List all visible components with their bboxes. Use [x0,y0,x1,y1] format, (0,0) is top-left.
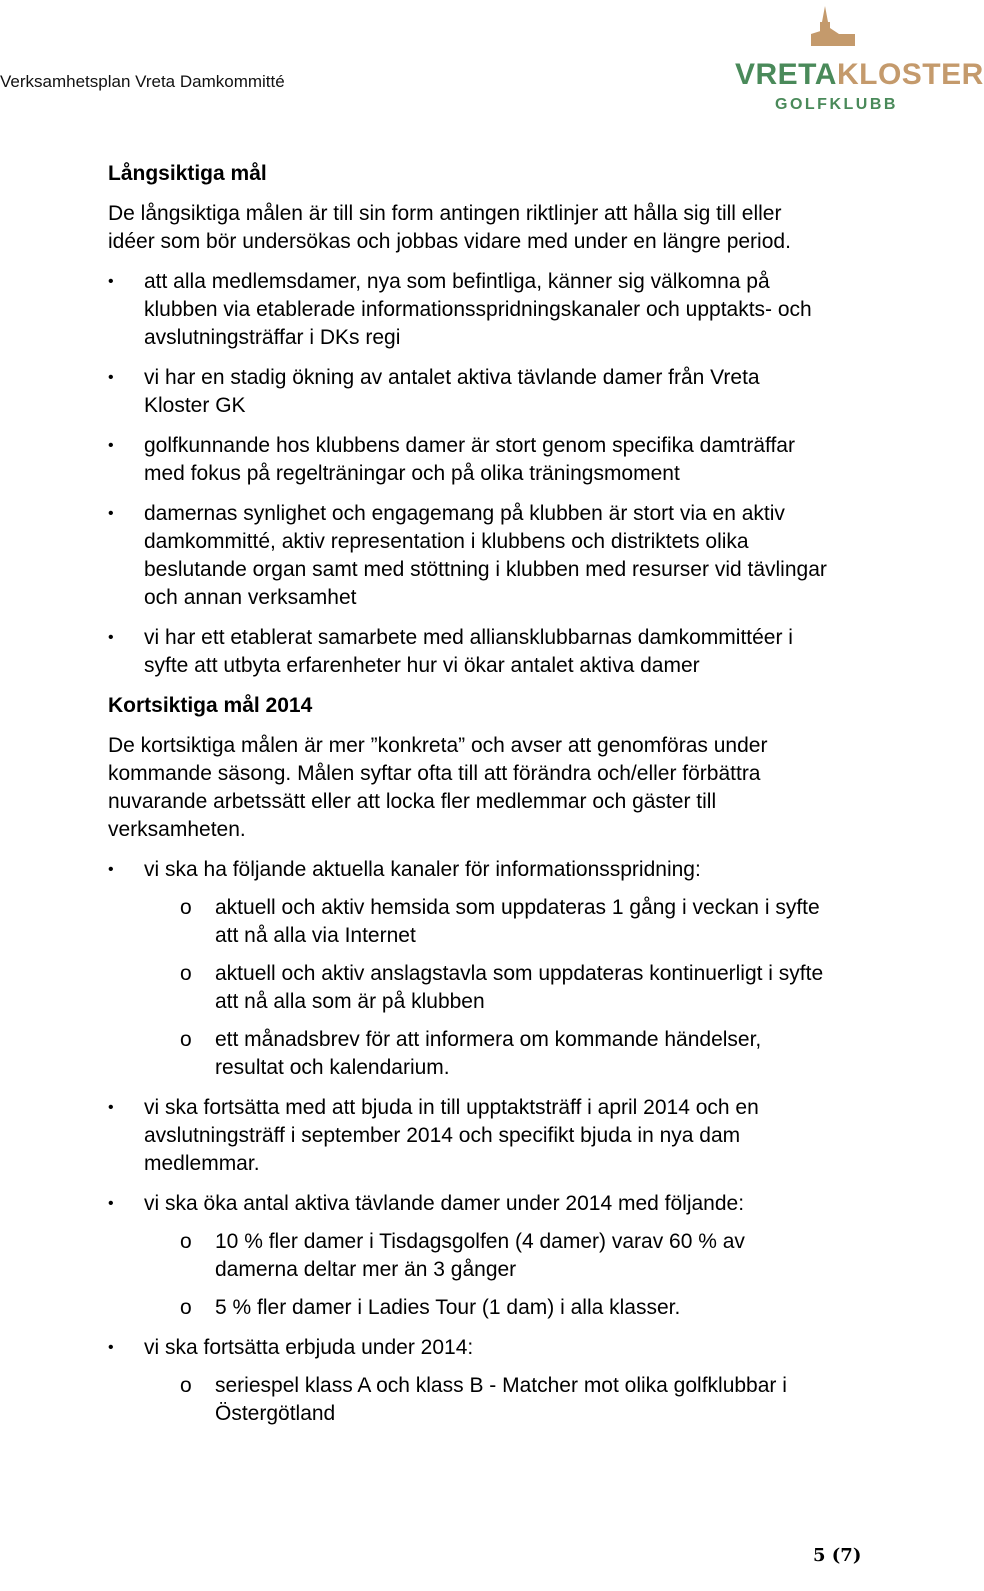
document-body [108,160,828,1440]
sub-list-item: o 5 % fler damer i Ladies Tour (1 dam) i alla klasser. [180,1296,681,1319]
sub-list-item: o seriespel klass A och klass B - Matcher mot olika golfklubbar i Östergötland [180,1374,787,1425]
sub-list [144,1228,828,1322]
sub-list [144,1372,828,1428]
sub-list-item: o 10 % fler damer i Tisdagsgolfen (4 damer) varav 60 % av damerna deltar mer än 3 gånger [180,1230,745,1281]
logo-wordmark: VRETAKLOSTER [735,58,984,91]
long-term-list [108,268,828,680]
short-term-list [108,856,828,1428]
list-item: • vi ska fortsätta erbjuda under 2014: o seriespel klass A och klass B - Matcher mot olika golfklubbar i Östergötland [108,1334,828,1428]
sub-list-item: o aktuell och aktiv hemsida som uppdateras 1 gång i veckan i syfte att nå alla via Internet [180,896,820,947]
list-item: • vi har en stadig ökning av antalet aktiva tävlande damer från Vreta Kloster GK [108,366,760,417]
list-item: • vi har ett etablerat samarbete med alliansklubbarnas damkommittéer i syfte att utbyta erfarenheter hur vi ökar antalet aktiva damer [108,626,793,677]
list-item: • att alla medlemsdamer, nya som befintliga, känner sig välkomna på klubben via etablerade informationsspridningskanaler och upptakts- och avslutningsträffar i DKs regi [108,270,812,349]
list-item: • vi ska ha följande aktuella kanaler för informationsspridning: o aktuell och aktiv hemsida som uppdateras 1 gång i veckan i syfte att nå alla via Internet o aktuell och aktiv anslagstavla som uppdateras kontinuerligt i syfte att nå alla som är på klubben o ett månadsbrev för att informera om kommande händelser, resultat och kalendarium. [108,856,828,1082]
list-item: • vi ska fortsätta med att bjuda in till upptaktsträff i april 2014 och en avslutningsträff i september 2014 och specifikt bjuda in nya dam medlemmar. [108,1096,759,1175]
long-term-intro: De långsiktiga målen är till sin form antingen riktlinjer att hålla sig till eller idéer som bör undersökas och jobbas vidare med under en längre period. [108,202,791,253]
sub-list-item: o ett månadsbrev för att informera om kommande händelser, resultat och kalendarium. [180,1028,762,1079]
long-term-heading: Långsiktiga mål [108,162,267,185]
short-term-intro: De kortsiktiga målen är mer ”konkreta” och avser att genomföras under kommande säsong. Målen syftar ofta till att förändra och/eller förbättra nuvarande arbetssätt eller att locka fler medlemmar och gäster till verksamheten. [108,734,768,841]
page-number: 5 (7) [813,1545,862,1566]
club-logo [735,4,984,114]
list-item: • golfkunnande hos klubbens damer är stort genom specifika damträffar med fokus på regelträningar och på olika träningsmoment [108,434,795,485]
sub-list [144,894,828,1082]
short-term-heading: Kortsiktiga mål 2014 [108,694,313,717]
church-icon [805,4,865,54]
logo-subtitle: GOLFKLUBB [775,96,898,113]
sub-list-item: o aktuell och aktiv anslagstavla som uppdateras kontinuerligt i syfte att nå alla som är på klubben [180,962,824,1013]
document-header-title: Verksamhetsplan Vreta Damkommitté [0,72,285,91]
list-item: • vi ska öka antal aktiva tävlande damer under 2014 med följande: o 10 % fler damer i Tisdagsgolfen (4 damer) varav 60 % av damerna deltar mer än 3 gånger o 5 % fler damer i Ladies Tour (1 dam) i alla klasser. [108,1190,828,1322]
list-item: • damernas synlighet och engagemang på klubben är stort via en aktiv damkommitté, aktiv representation i klubbens och distriktets olika beslutande organ samt med stöttning i klubben med resurser vid tävlingar och annan verksamhet [108,502,827,609]
